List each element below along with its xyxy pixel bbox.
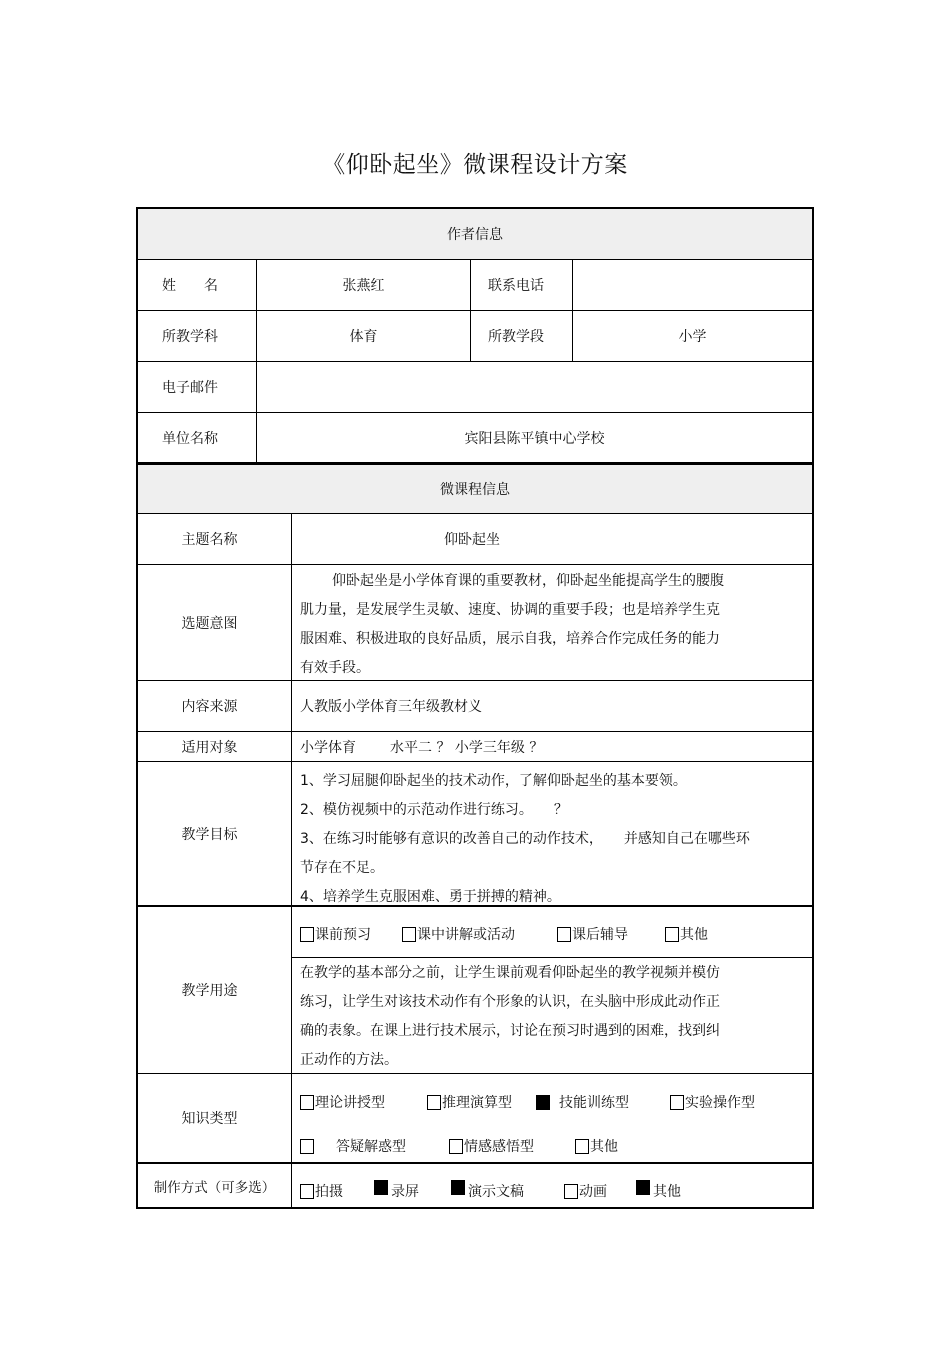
- source-value: 人教版小学体育三年级教材义: [300, 699, 482, 715]
- usage-line: 练习，让学生对该技术动作有个形象的认识，在头脑中形成此动作正: [300, 994, 720, 1010]
- option-label: 技能训练型: [559, 1095, 629, 1111]
- topic-label: 主题名称: [181, 532, 238, 548]
- goals-text: [300, 767, 750, 912]
- checkbox[interactable]: [402, 927, 416, 942]
- checkbox[interactable]: [665, 927, 679, 942]
- checkbox[interactable]: [300, 1184, 314, 1199]
- knowledge-option-experiment[interactable]: [670, 1092, 755, 1112]
- stage-label: 所教学段: [488, 329, 544, 345]
- option-label: 动画: [579, 1184, 607, 1200]
- checkbox[interactable]: [449, 1139, 463, 1154]
- email-value: [257, 362, 812, 412]
- checkbox[interactable]: [636, 1180, 650, 1195]
- checkbox[interactable]: [536, 1095, 550, 1110]
- intent-line: 仰卧起坐是小学体育课的重要教材，仰卧起坐能提高学生的腰腹: [332, 573, 724, 589]
- subject-value: 体育: [349, 329, 378, 345]
- checkbox[interactable]: [300, 1139, 314, 1154]
- option-label: 答疑解惑型: [336, 1139, 406, 1155]
- knowledge-option-skill[interactable]: [536, 1092, 629, 1112]
- audience-grade: 水平二 ？ 小学三年级 ？: [390, 739, 544, 756]
- goal-line: 3、在练习时能够有意识的改善自己的动作技术， 并感知自己在哪些环: [300, 831, 750, 847]
- option-label: 推理演算型: [442, 1095, 512, 1111]
- phone-value: [573, 260, 812, 310]
- author-section-heading: 作者信息: [138, 209, 812, 259]
- option-label: 理论讲授型: [315, 1095, 385, 1111]
- name-value: 张燕红: [342, 278, 385, 294]
- knowledge-option-emotion[interactable]: [449, 1136, 534, 1156]
- checkbox[interactable]: [670, 1095, 684, 1110]
- audience-label: 适用对象: [181, 739, 238, 756]
- option-label: 演示文稿: [468, 1184, 524, 1200]
- goal-line: 2、模仿视频中的示范动作进行练习。 ？: [300, 802, 568, 818]
- intent-text: [300, 567, 724, 683]
- knowledge-label: 知识类型: [181, 1111, 238, 1127]
- stage-value: 小学: [678, 329, 707, 345]
- production-option-screen-record[interactable]: [374, 1177, 419, 1200]
- checkbox[interactable]: [575, 1139, 589, 1154]
- intent-line: 有效手段。: [300, 660, 370, 676]
- checkbox[interactable]: [564, 1184, 578, 1199]
- subject-label: 所教学科: [162, 329, 218, 345]
- checkbox[interactable]: [374, 1180, 388, 1195]
- checkbox[interactable]: [300, 927, 314, 942]
- row-divider: [291, 957, 814, 958]
- design-form: [136, 207, 814, 1209]
- knowledge-option-qa[interactable]: [300, 1136, 406, 1156]
- intent-label: 选题意图: [181, 615, 238, 632]
- knowledge-option-reasoning[interactable]: [427, 1092, 512, 1112]
- option-label: 其他: [653, 1184, 681, 1200]
- column-divider: [470, 259, 471, 361]
- option-label: 其他: [590, 1139, 618, 1155]
- checkbox[interactable]: [300, 1095, 314, 1110]
- goal-line: 节存在不足。: [300, 860, 384, 876]
- unit-label: 单位名称: [162, 431, 218, 447]
- topic-value: 仰卧起坐: [444, 532, 500, 548]
- production-option-other[interactable]: [636, 1177, 681, 1200]
- production-label: 制作方式（可多选）: [153, 1179, 276, 1196]
- usage-text: [300, 959, 720, 1075]
- option-label: 其他: [680, 927, 708, 943]
- checkbox[interactable]: [451, 1180, 465, 1195]
- source-label: 内容来源: [181, 699, 238, 715]
- goals-label: 教学目标: [181, 826, 238, 843]
- option-label: 情感感悟型: [464, 1139, 534, 1155]
- option-label: 课前预习: [315, 927, 371, 943]
- usage-option-in-class[interactable]: [402, 924, 515, 944]
- goal-line: 1、学习屈腿仰卧起坐的技术动作，了解仰卧起坐的基本要领。: [300, 773, 687, 789]
- usage-option-preview[interactable]: [300, 924, 371, 944]
- production-option-animation[interactable]: [564, 1181, 607, 1201]
- option-label: 课中讲解或活动: [417, 927, 515, 943]
- usage-line: 正动作的方法。: [300, 1052, 398, 1068]
- knowledge-option-other[interactable]: [575, 1136, 618, 1156]
- intent-line: 服困难、积极进取的良好品质，展示自我，培养合作完成任务的能力: [300, 631, 720, 647]
- goal-line: 4、培养学生克服困难、勇于拼搏的精神。: [300, 889, 561, 905]
- option-label: 录屏: [391, 1184, 419, 1200]
- production-option-filming[interactable]: [300, 1181, 343, 1201]
- option-label: 课后辅导: [572, 927, 628, 943]
- column-divider: [291, 513, 292, 1209]
- option-label: 实验操作型: [685, 1095, 755, 1111]
- production-option-slides[interactable]: [451, 1177, 524, 1200]
- audience-value: [300, 732, 800, 761]
- email-label: 电子邮件: [162, 380, 218, 396]
- checkbox[interactable]: [427, 1095, 441, 1110]
- course-section-heading: 微课程信息: [138, 465, 812, 513]
- usage-line: 确的表象。在课上进行技术展示，讨论在预习时遇到的困难，找到纠: [300, 1023, 720, 1039]
- usage-option-other[interactable]: [665, 924, 708, 944]
- intent-line: 肌力量，是发展学生灵敏、速度、协调的重要手段；也是培养学生克: [300, 602, 720, 618]
- unit-value: 宾阳县陈平镇中心学校: [464, 431, 605, 447]
- usage-line: 在教学的基本部分之前，让学生课前观看仰卧起坐的教学视频并模仿: [300, 965, 720, 981]
- document-title: 《仰卧起坐》微课程设计方案: [322, 152, 628, 178]
- usage-option-after-class[interactable]: [557, 924, 628, 944]
- usage-label: 教学用途: [181, 983, 238, 999]
- phone-label: 联系电话: [488, 278, 544, 294]
- checkbox[interactable]: [557, 927, 571, 942]
- name-label: 姓 名: [162, 278, 218, 294]
- knowledge-option-theory[interactable]: [300, 1092, 385, 1112]
- option-label: 拍摄: [315, 1184, 343, 1200]
- audience-subject: 小学体育: [300, 739, 356, 756]
